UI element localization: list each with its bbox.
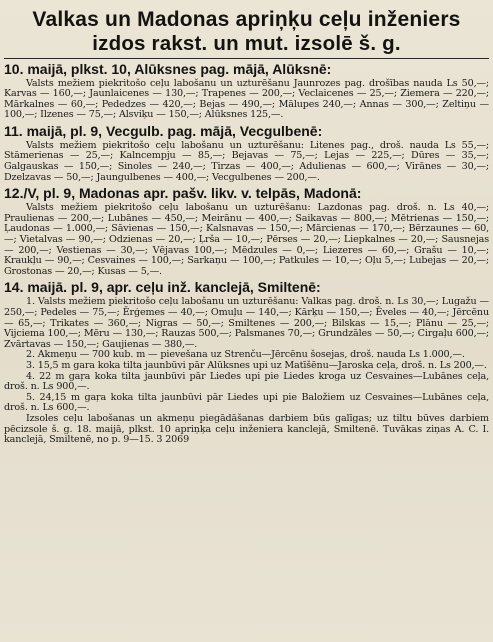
section-paragraph: Valsts mežiem piekritošo ceļu labošanu un uzturēšanu: Lazdonas pag. droš. n. Ls 40,—; Praulienas — 200,—; Lubānes — 450,—; Meirānu — 400,—; Saikavas — 800,—; Mētrienas — 150,—; Ļaudonas — 1.000,—; Sāvienas — 150,—; Kalsnavas — 150,—; Mārcienas — 170,—; Bērzaunes — 60,—; Vietalvas — 90,—; Odzienas — 20,—; Ļrša — 10,—; Pērses — 20,—; Liepkalnes — 20,—; Sausnejas — 200,—; Vestienas — 30,—; Vējavas 100,—; Mēdzules — 0,—; Liezeres — 60,—; Grašu — 10,—; Kraukļu — 90,—; Cesvaines — 100,—; Sarkaņu — 100,—; Patkules — 10,—; Oļu 5,—; Lubejas — 20,—; Grostonas — 20,—; Kusas — 5,—. bbox=[4, 202, 489, 277]
section-paragraph: Valsts mežiem piekritošo ceļu labošanu un uzturēšanu: Litenes pag., droš. nauda Ls 55,—; Stāmerienas — 25,—; Kalncempju — 85,—; Bejavas — 75,—; Lejas — 225,—; Dūres — 35,—; Galgauskas — 150,—; Sinoles — 240,—; Tirzas — 400,—; Adulienas — 600,—; Virānes — 30,—; Dzelzavas — 50,—; Jaungulbenes — 400,—; Vecgulbenes — 200,—. bbox=[4, 139, 489, 183]
closing-note: Izsoles ceļu labošanas un akmeņu piegādāšanas darbiem būs galīgas; uz tiltu būves darbiem pēcizsole š. g. 18. maijā, plkst. 10 apriņķa ceļu inženiera kanclejā, Smiltenē. Tuvākas ziņas A. C. I. kanclejā, Smiltenē, no p. 9—15. 3 2069 bbox=[4, 412, 489, 446]
section-paragraph: Valsts mežiem piekritošo ceļu labošanu un uzturēšanu Jaunrozes pag. drošības nauda Ls 50,—; Karvas — 160,—; Jaunlaicenes — 130,—; Trapenes — 200,—; Veclaicenes — 25,—; Ziemera — 220,—; Mārkalnes — 60,—; Pededzes — 420,—; Bejas — 490,—; Mālupes 240,—; Annas — 300,—; Zeltiņu — 100,—; Ilzenes — 75,—; Alsviķu — 150,—; Alūksnes 125,—. bbox=[4, 77, 489, 121]
section-heading: 10. maijā, plkst. 10, Alūksnes pag. mājā, Alūksnē: bbox=[4, 60, 332, 77]
section-vecgulbene bbox=[4, 121, 489, 183]
section-body bbox=[4, 203, 489, 277]
section-heading: 12./V, pl. 9, Madonas apr. pašv. likv. v. telpās, Madonā: bbox=[4, 185, 362, 202]
section-body bbox=[4, 79, 489, 121]
section-paragraph: 5. 24,15 m gaŗa koka tilta jaunbūvi pār Liedes upi pie Baložiem uz Cesvaines—Lubānes ceļa, droš. n. Ls 600,—. bbox=[4, 391, 489, 414]
section-smiltene bbox=[4, 277, 489, 445]
section-body bbox=[4, 141, 489, 183]
announcement-title: Valkas un Madonas apriņķu ceļu inženiers bbox=[32, 8, 461, 31]
section-paragraph: 3. 15,5 m gara koka tilta jaunbūvi pār Alūksnes upi uz Matīšēnu—Jaroska ceļa, droš. n. Ls 200,—. bbox=[26, 359, 487, 371]
section-heading: 14. maijā. pl. 9, apr. ceļu inž. kanclejā, Smiltenē: bbox=[4, 279, 321, 296]
section-paragraph: 2. Akmeņu — 700 kub. m — pievešana uz Strenču—Jērcēnu šosejas, droš. nauda Ls 1.000,—. bbox=[26, 349, 465, 361]
announcement-subtitle: izdos rakst. un mut. izsolē š. g. bbox=[92, 32, 401, 55]
section-paragraph: 1. Valsts mežiem piekritošo ceļu labošanu un uzturēšanu: Valkas pag. droš. n. Ls 30,—; Lugažu — 250,—; Pedeles — 75,—; Ērģemes — 40,—; Omuļu — 140,—; Kārķu — 150,—; Ēveles — 40,—; Jērcēnu — 65,—; Trikates — 360,—; Nigras — 50,—; Smiltenes — 200,—; Bilskas — 15,—; Plānu — 25,—; Vijciema 100,—; Mēru — 130,—; Rauzas 500,—; Palsmanes 70,—; Grundzāles — 50,—; Cirgaļu 600,—; Zvārtavas — 150,—; Gaujienas — 380,—. bbox=[4, 296, 489, 350]
section-paragraph: 4. 22 m gaŗa koka tilta jaunbūvi pār Liedes upi pie Liedes kroga uz Cesvaines—Lubānes ceļa, droš. n. Ls 900,—. bbox=[4, 370, 489, 393]
section-heading: 11. maijā, pl. 9, Vecgulb. pag. mājā, Vecgulbenē: bbox=[4, 122, 323, 139]
section-madona bbox=[4, 183, 489, 277]
section-body bbox=[4, 297, 489, 445]
section-alūksne bbox=[4, 59, 489, 121]
